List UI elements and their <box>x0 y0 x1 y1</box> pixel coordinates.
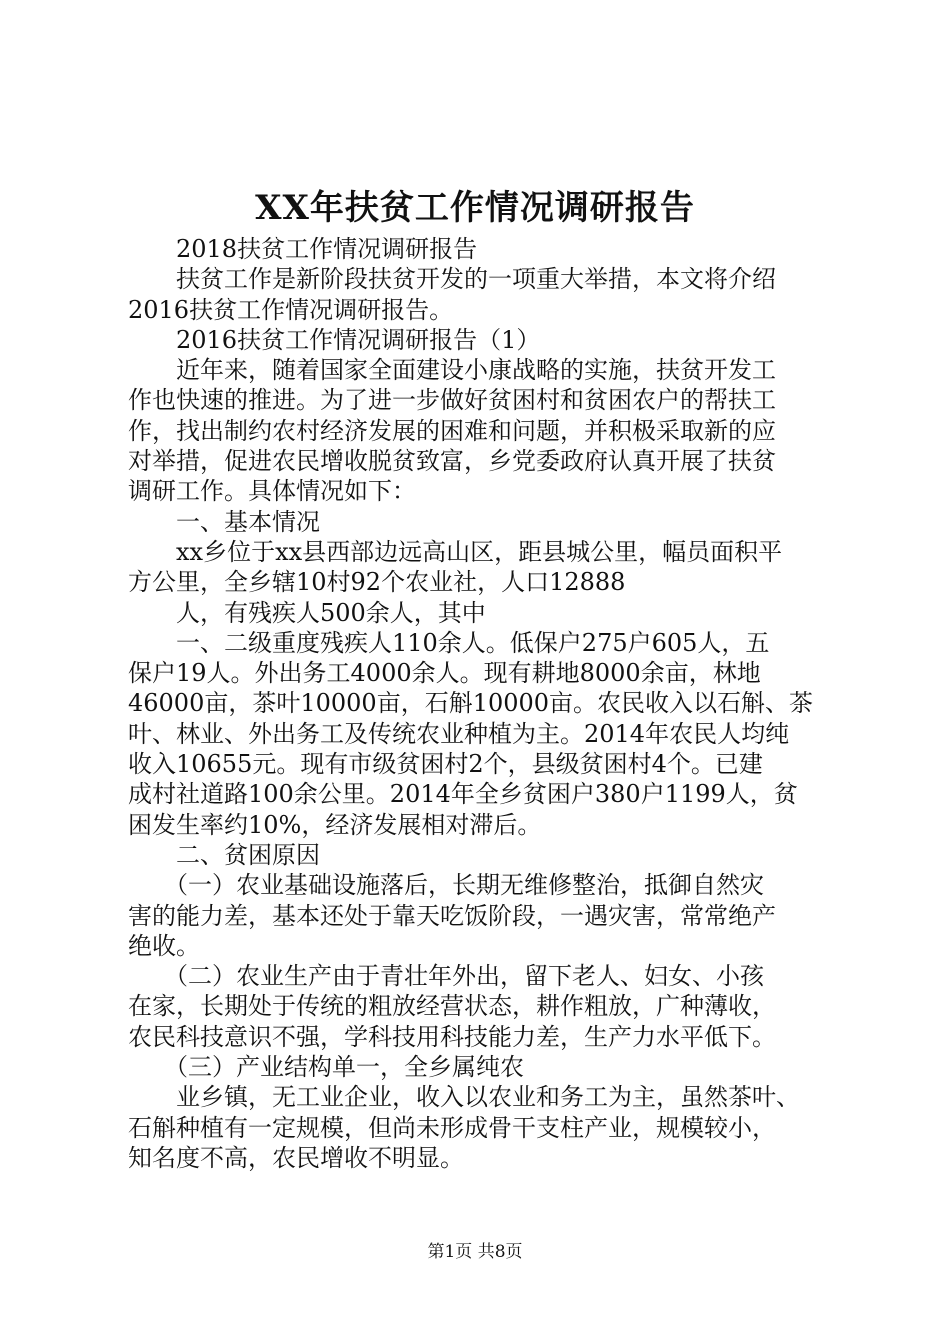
body-line: 保户19人。外出务工4000余人。现有耕地8000余亩，林地 <box>128 659 761 688</box>
body-line: 46000亩，茶叶10000亩，石斛10000亩。农民收入以石斛、茶 <box>128 689 814 718</box>
body-line: 收入10655元。现有市级贫困村2个，县级贫困村4个。已建 <box>128 750 763 779</box>
body-line: 近年来，随着国家全面建设小康战略的实施，扶贫开发工 <box>128 356 776 385</box>
body-line: 困发生率约10%，经济发展相对滞后。 <box>128 810 542 839</box>
body-line: 作也快速的推进。为了进一步做好贫困村和贫困农户的帮扶工 <box>128 386 776 415</box>
body-line: 一、基本情况 <box>128 507 320 536</box>
document-body <box>128 234 828 1173</box>
body-line: 人，有残疾人500余人，其中 <box>128 598 486 627</box>
body-line: 方公里，全乡辖10村92个农业社，人口12888 <box>128 568 626 597</box>
body-line: 作，找出制约农村经济发展的困难和问题，并积极采取新的应 <box>128 416 776 445</box>
body-line: （二）农业生产由于青壮年外出，留下老人、妇女、小孩 <box>128 962 764 991</box>
page-number-footer: 第1页 共8页 <box>427 1242 523 1262</box>
body-line: 石斛种植有一定规模，但尚未形成骨干支柱产业，规模较小， <box>128 1113 776 1142</box>
body-line: 害的能力差，基本还处于靠天吃饭阶段，一遇灾害，常常绝产 <box>128 901 776 930</box>
body-line: 绝收。 <box>128 931 200 960</box>
body-line: （一）农业基础设施落后，长期无维修整治，抵御自然灾 <box>128 871 764 900</box>
body-line: 2016扶贫工作情况调研报告（1） <box>128 325 541 354</box>
body-line: 业乡镇，无工业企业，收入以农业和务工为主，虽然茶叶、 <box>128 1083 800 1112</box>
body-line: 知名度不高，农民增收不明显。 <box>128 1143 464 1172</box>
body-line: 叶、林业、外出务工及传统农业种植为主。2014年农民人均纯 <box>128 719 790 748</box>
body-line: 对举措，促进农民增收脱贫致富，乡党委政府认真开展了扶贫 <box>128 447 776 476</box>
body-line: 一、二级重度残疾人110余人。低保户275户605人，五 <box>128 628 770 657</box>
body-line: 二、贫困原因 <box>128 840 320 869</box>
document-title: XX年扶贫工作情况调研报告 <box>255 188 695 228</box>
body-line: 调研工作。具体情况如下： <box>128 477 416 506</box>
body-line: 2018扶贫工作情况调研报告 <box>128 235 478 263</box>
body-line: 扶贫工作是新阶段扶贫开发的一项重大举措，本文将介绍 <box>128 265 776 294</box>
body-line: xx乡位于xx县西部边远高山区，距县城公里，幅员面积平 <box>128 537 783 566</box>
body-line: 农民科技意识不强，学科技用科技能力差，生产力水平低下。 <box>128 1022 776 1051</box>
body-line: 成村社道路100余公里。2014年全乡贫困户380户1199人，贫 <box>128 780 798 809</box>
body-line: （三）产业结构单一，全乡属纯农 <box>128 1053 524 1082</box>
body-line: 2016扶贫工作情况调研报告。 <box>128 295 454 324</box>
body-line: 在家，长期处于传统的粗放经营状态，耕作粗放，广种薄收， <box>128 992 776 1021</box>
